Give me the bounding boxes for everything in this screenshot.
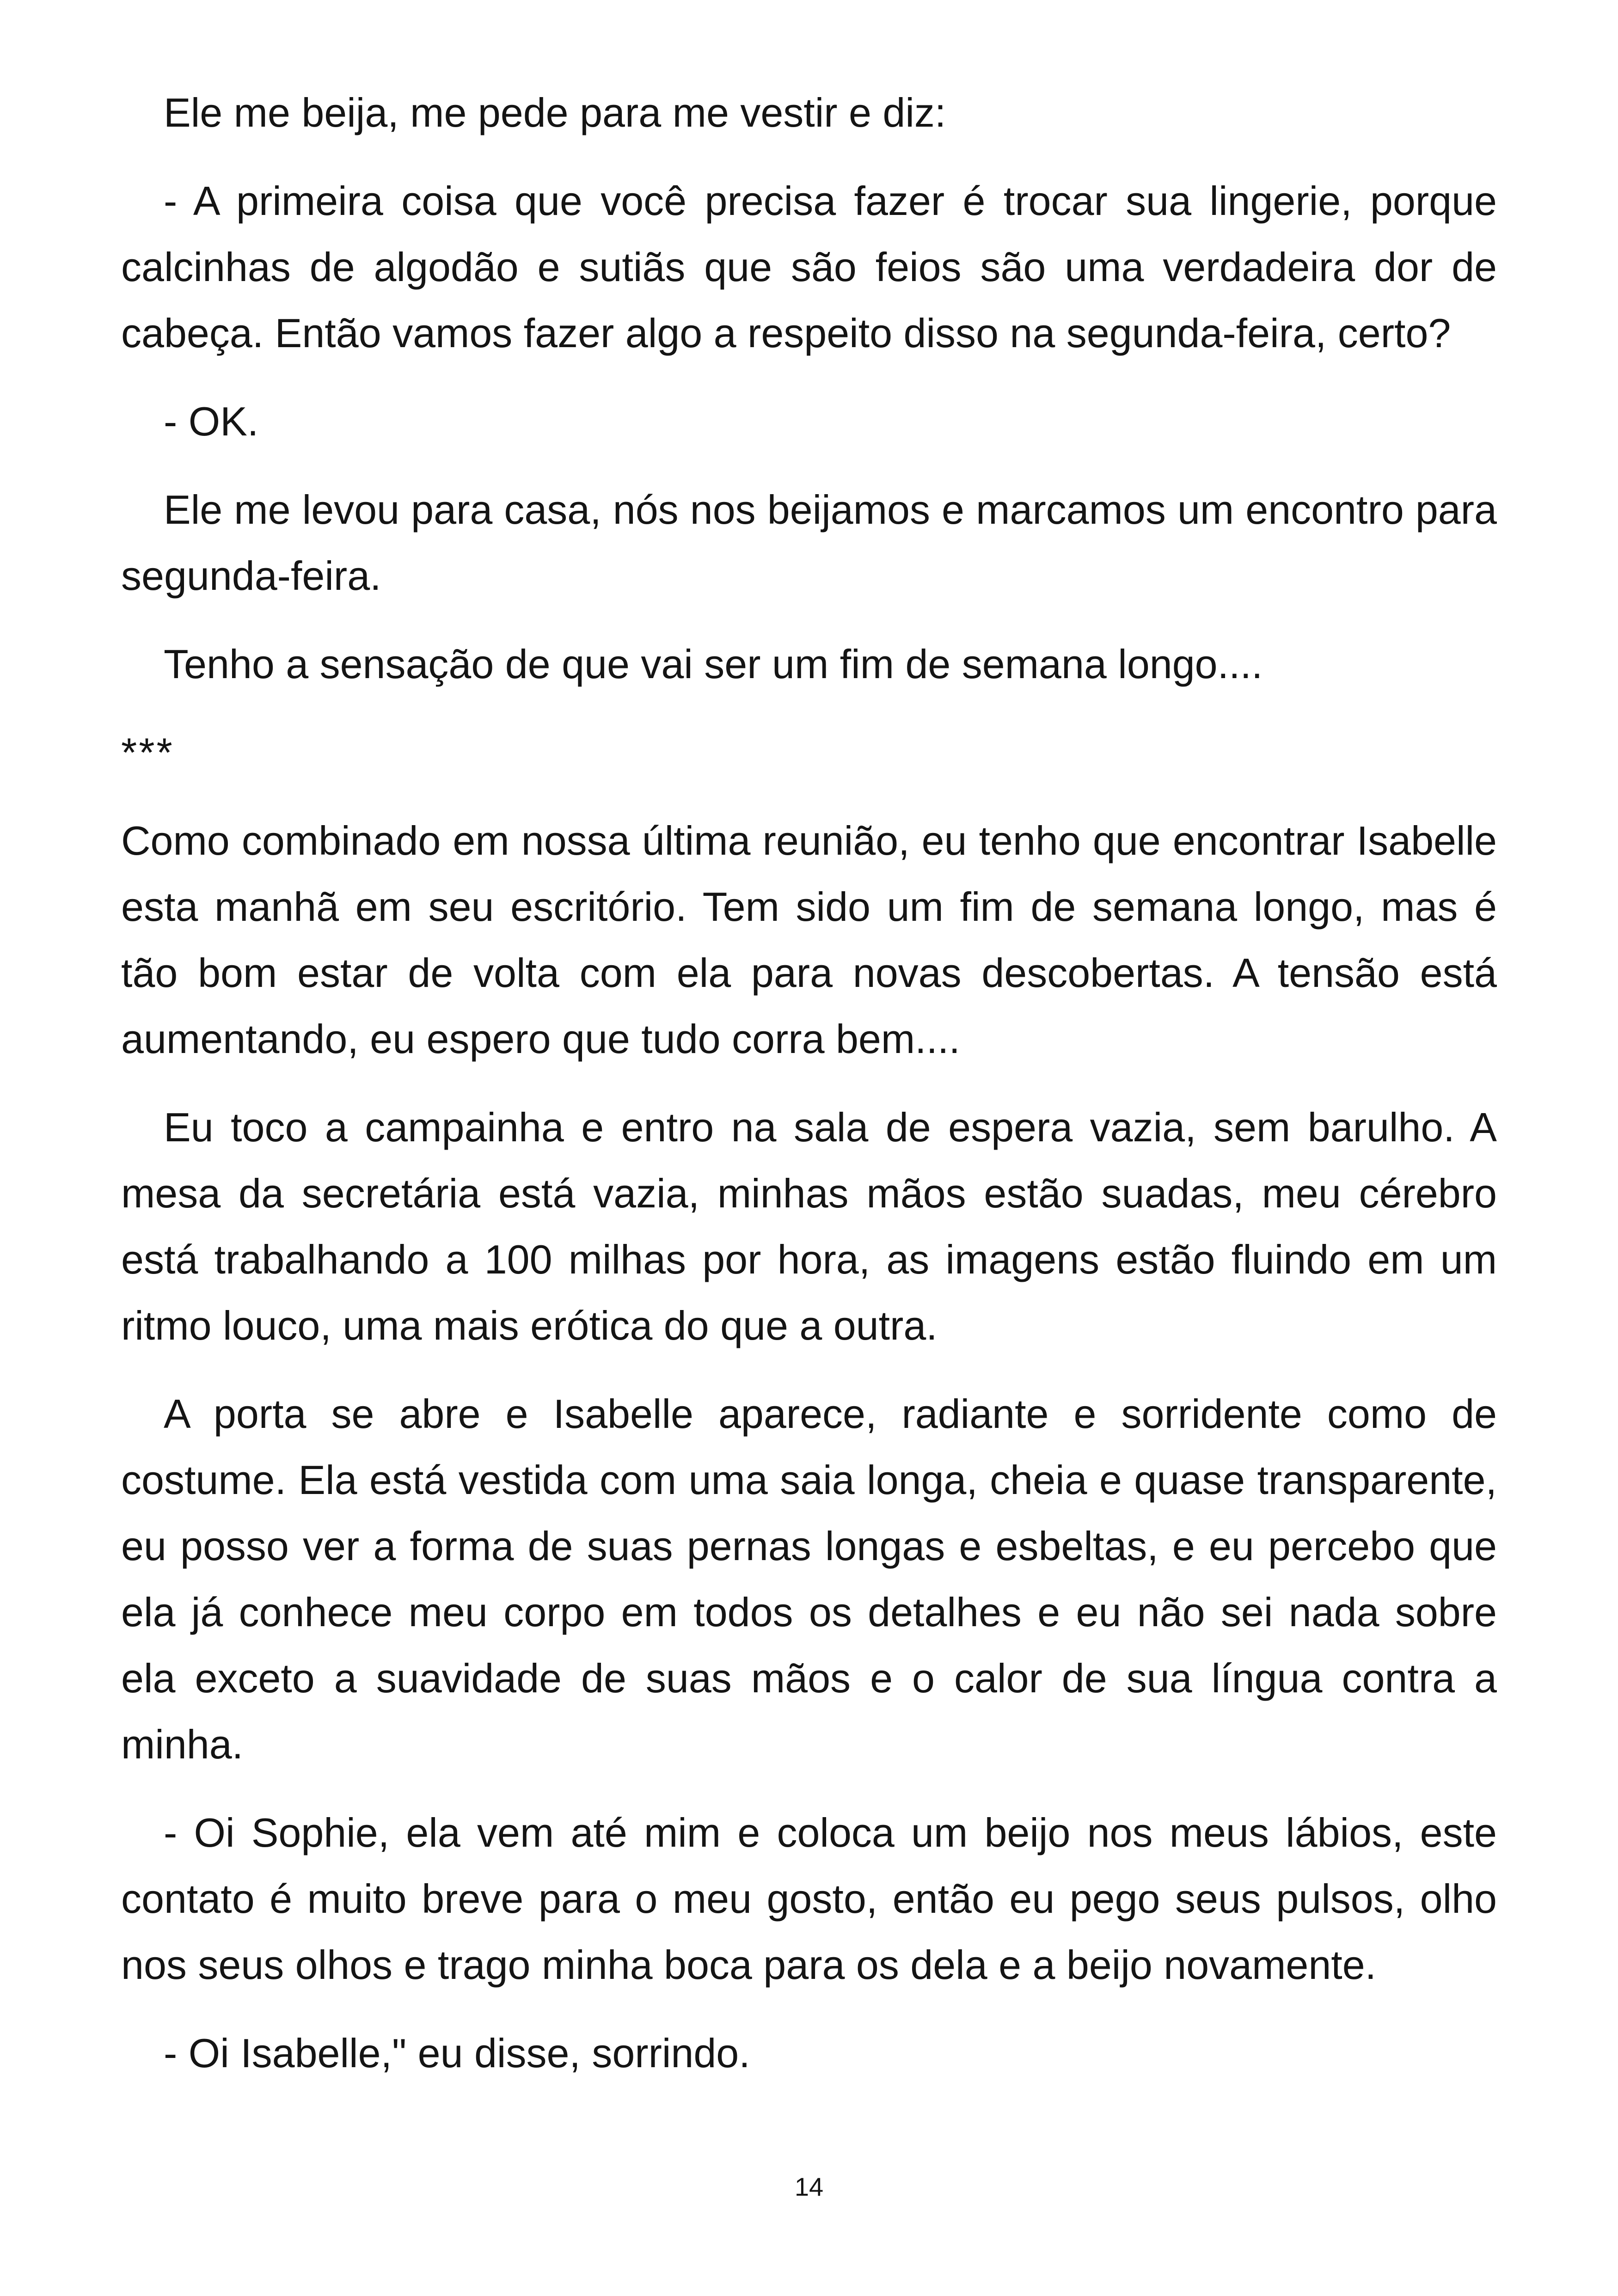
paragraph: Como combinado em nossa última reunião, eu tenho que encontrar Isabelle esta manhã em seu escritório. Tem sido um fim de semana longo, mas é tão bom estar de volta com ela para novas descobertas. A tensão está aumentando, eu espero que tudo corra bem....	[121, 818, 1497, 1062]
paragraph: - OK.	[164, 398, 259, 444]
paragraph: Eu toco a campainha e entro na sala de espera vazia, sem barulho. A mesa da secretária está vazia, minhas mãos estão suadas, meu cérebro está trabalhando a 100 milhas por hora, as imagens estão fluindo em um ritmo louco, uma mais erótica do que a outra.	[121, 1104, 1497, 1348]
paragraph: Tenho a sensação de que vai ser um fim de semana longo....	[164, 641, 1263, 687]
paragraph: - A primeira coisa que você precisa fazer é trocar sua lingerie, porque calcinhas de algodão e sutiãs que são feios são uma verdadeira dor de cabeça. Então vamos fazer algo a respeito disso na segunda-feira, certo?	[121, 178, 1497, 356]
body-text	[121, 80, 1497, 2108]
paragraph: - Oi Isabelle," eu disse, sorrindo.	[164, 2030, 750, 2076]
paragraph: Ele me levou para casa, nós nos beijamos e marcamos um encontro para segunda-feira.	[121, 487, 1497, 599]
paragraph: - Oi Sophie, ela vem até mim e coloca um beijo nos meus lábios, este contato é muito breve para o meu gosto, então eu pego seus pulsos, olho nos seus olhos e trago minha boca para os dela e a beijo novamente.	[121, 1810, 1497, 1988]
section-separator: ***	[121, 729, 174, 775]
page-number: 14	[794, 2172, 824, 2201]
paragraph: Ele me beija, me pede para me vestir e diz:	[164, 90, 946, 135]
paragraph: A porta se abre e Isabelle aparece, radiante e sorridente como de costume. Ela está vestida com uma saia longa, cheia e quase transparente, eu posso ver a forma de suas pernas longas e esbeltas, e eu percebo que ela já conhece meu corpo em todos os detalhes e eu não sei nada sobre ela exceto a suavidade de suas mãos e o calor de sua língua contra a minha.	[121, 1391, 1497, 1767]
